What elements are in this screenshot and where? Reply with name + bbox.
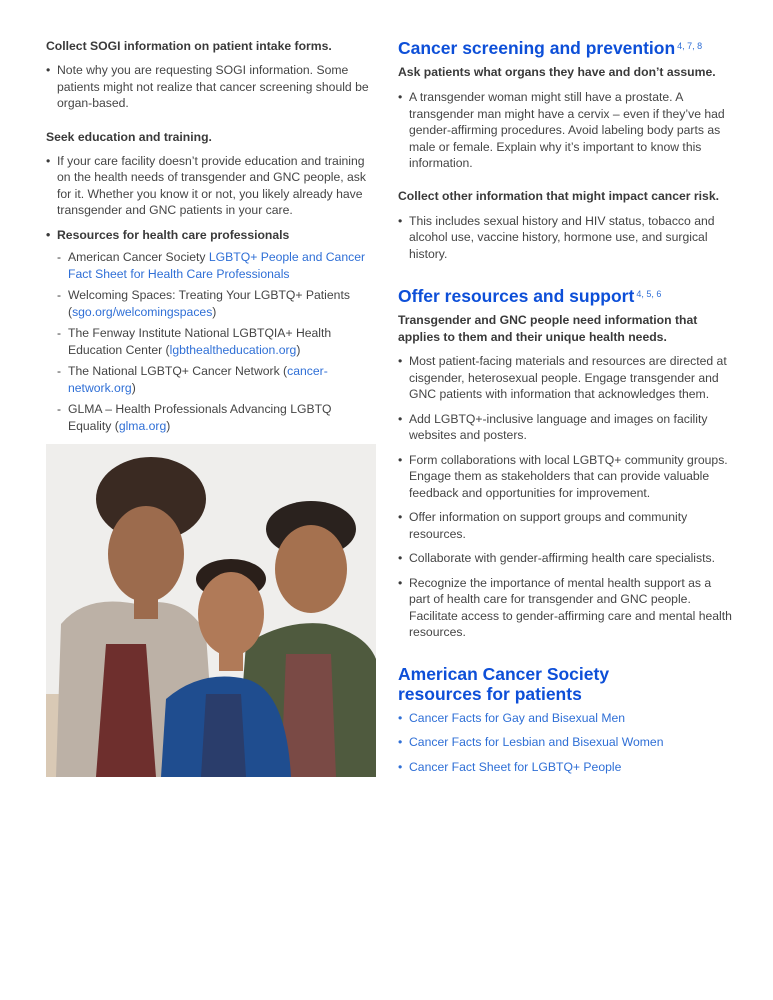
support-list — [398, 353, 733, 641]
acs-resources-list — [398, 710, 733, 776]
screening-list — [398, 89, 733, 172]
lgbthealtheducation-link[interactable]: lgbthealtheducation.org — [169, 342, 297, 357]
support-refs: 4, 5, 6 — [636, 289, 662, 299]
support-bullet: • Recognize the importance of mental health support as a part of health care for transgender and GNC people. Facilitate access to gender-affirming care and mental health resources. — [398, 575, 733, 641]
support-bullet: • Add LGBTQ+-inclusive language and images on facility websites and posters. — [398, 411, 733, 444]
risk-bullet: • This includes sexual history and HIV status, tobacco and alcohol use, vaccine history, hormone use, and surgical history. — [398, 213, 733, 263]
right-column — [398, 38, 733, 775]
screening-refs: 4, 7, 8 — [677, 41, 703, 51]
support-bullet: • Most patient-facing materials and resources are directed at cisgender, heterosexual people. Engage transgender and GNC patients with information that acknowledges them. — [398, 353, 733, 403]
education-heading: Seek education and training. — [46, 129, 212, 144]
resource-item: - GLMA – Health Professionals Advancing LGBTQ Equality (glma.org) — [57, 401, 376, 434]
resources-list — [46, 249, 376, 434]
acs-resources-title: American Cancer Society resources for patients — [398, 663, 610, 704]
acs-link-lesbian-bisexual-women[interactable]: • Cancer Facts for Lesbian and Bisexual Women — [398, 734, 733, 751]
sogi-heading: Collect SOGI information on patient intake forms. — [46, 39, 332, 53]
support-bullet: • Collaborate with gender-affirming health care specialists. — [398, 550, 733, 567]
risk-list — [398, 213, 733, 263]
support-bullet: • Form collaborations with local LGBTQ+ community groups. Engage them as stakeholders that can provide valuable feedback and opportunities for improvement. — [398, 452, 733, 502]
support-subhead: Transgender and GNC people need information that applies to them and their unique health needs. — [398, 313, 698, 344]
resource-item: - The National LGBTQ+ Cancer Network (cancer-network.org) — [57, 363, 376, 396]
support-title: Offer resources and support $^{4, 5, 6}$ — [398, 286, 662, 306]
left-column — [46, 38, 376, 439]
acs-link-lgbtq-fact-sheet[interactable]: • Cancer Fact Sheet for LGBTQ+ People — [398, 759, 733, 776]
acs-fact-sheet-link[interactable]: LGBTQ+ People and Cancer Fact Sheet for Health Care Professionals — [68, 250, 366, 281]
screening-title: Cancer screening and prevention $^{4, 7, 8}$ — [398, 38, 703, 58]
glma-link[interactable]: glma.org — [118, 418, 167, 433]
screening-bullet: • A transgender woman might still have a prostate. A transgender man might have a cervix – even if they’ve had gender-affirming procedures. Avoid labeling body parts as male or female. Explain why it’s important to know this information. — [398, 89, 733, 172]
sgo-link[interactable]: sgo.org/welcomingspaces — [72, 304, 213, 319]
acs-link-gay-bisexual-men[interactable]: • Cancer Facts for Gay and Bisexual Men — [398, 710, 733, 727]
family-photo — [46, 444, 376, 777]
resource-item: - American Cancer Society LGBTQ+ People and Cancer Fact Sheet for Health Care Professionals — [57, 249, 376, 282]
resources-heading: • Resources for health care professionals — [46, 227, 376, 244]
education-list — [46, 153, 376, 244]
sogi-list — [46, 62, 376, 112]
resource-item: - The Fenway Institute National LGBTQIA+ Health Education Center (lgbthealtheducation.org) — [57, 325, 376, 358]
sogi-bullet: • Note why you are requesting SOGI information. Some patients might not realize that cancer screening should be organ-based. — [46, 62, 376, 112]
support-bullet: • Offer information on support groups and community resources. — [398, 509, 733, 542]
cancer-network-link[interactable]: cancer-network.org — [68, 364, 328, 395]
resource-item: - Welcoming Spaces: Treating Your LGBTQ+ Patients (sgo.org/welcomingspaces) — [57, 287, 376, 320]
education-bullet: • If your care facility doesn’t provide education and training on the health needs of transgender and GNC people, ask for it. Whether you know it or not, you likely already have transgender and GNC patients in your care. — [46, 153, 376, 219]
screening-subhead: Ask patients what organs they have and don’t assume. — [398, 65, 716, 79]
risk-subhead: Collect other information that might impact cancer risk. — [398, 188, 719, 203]
family-photo-illustration — [46, 444, 376, 777]
